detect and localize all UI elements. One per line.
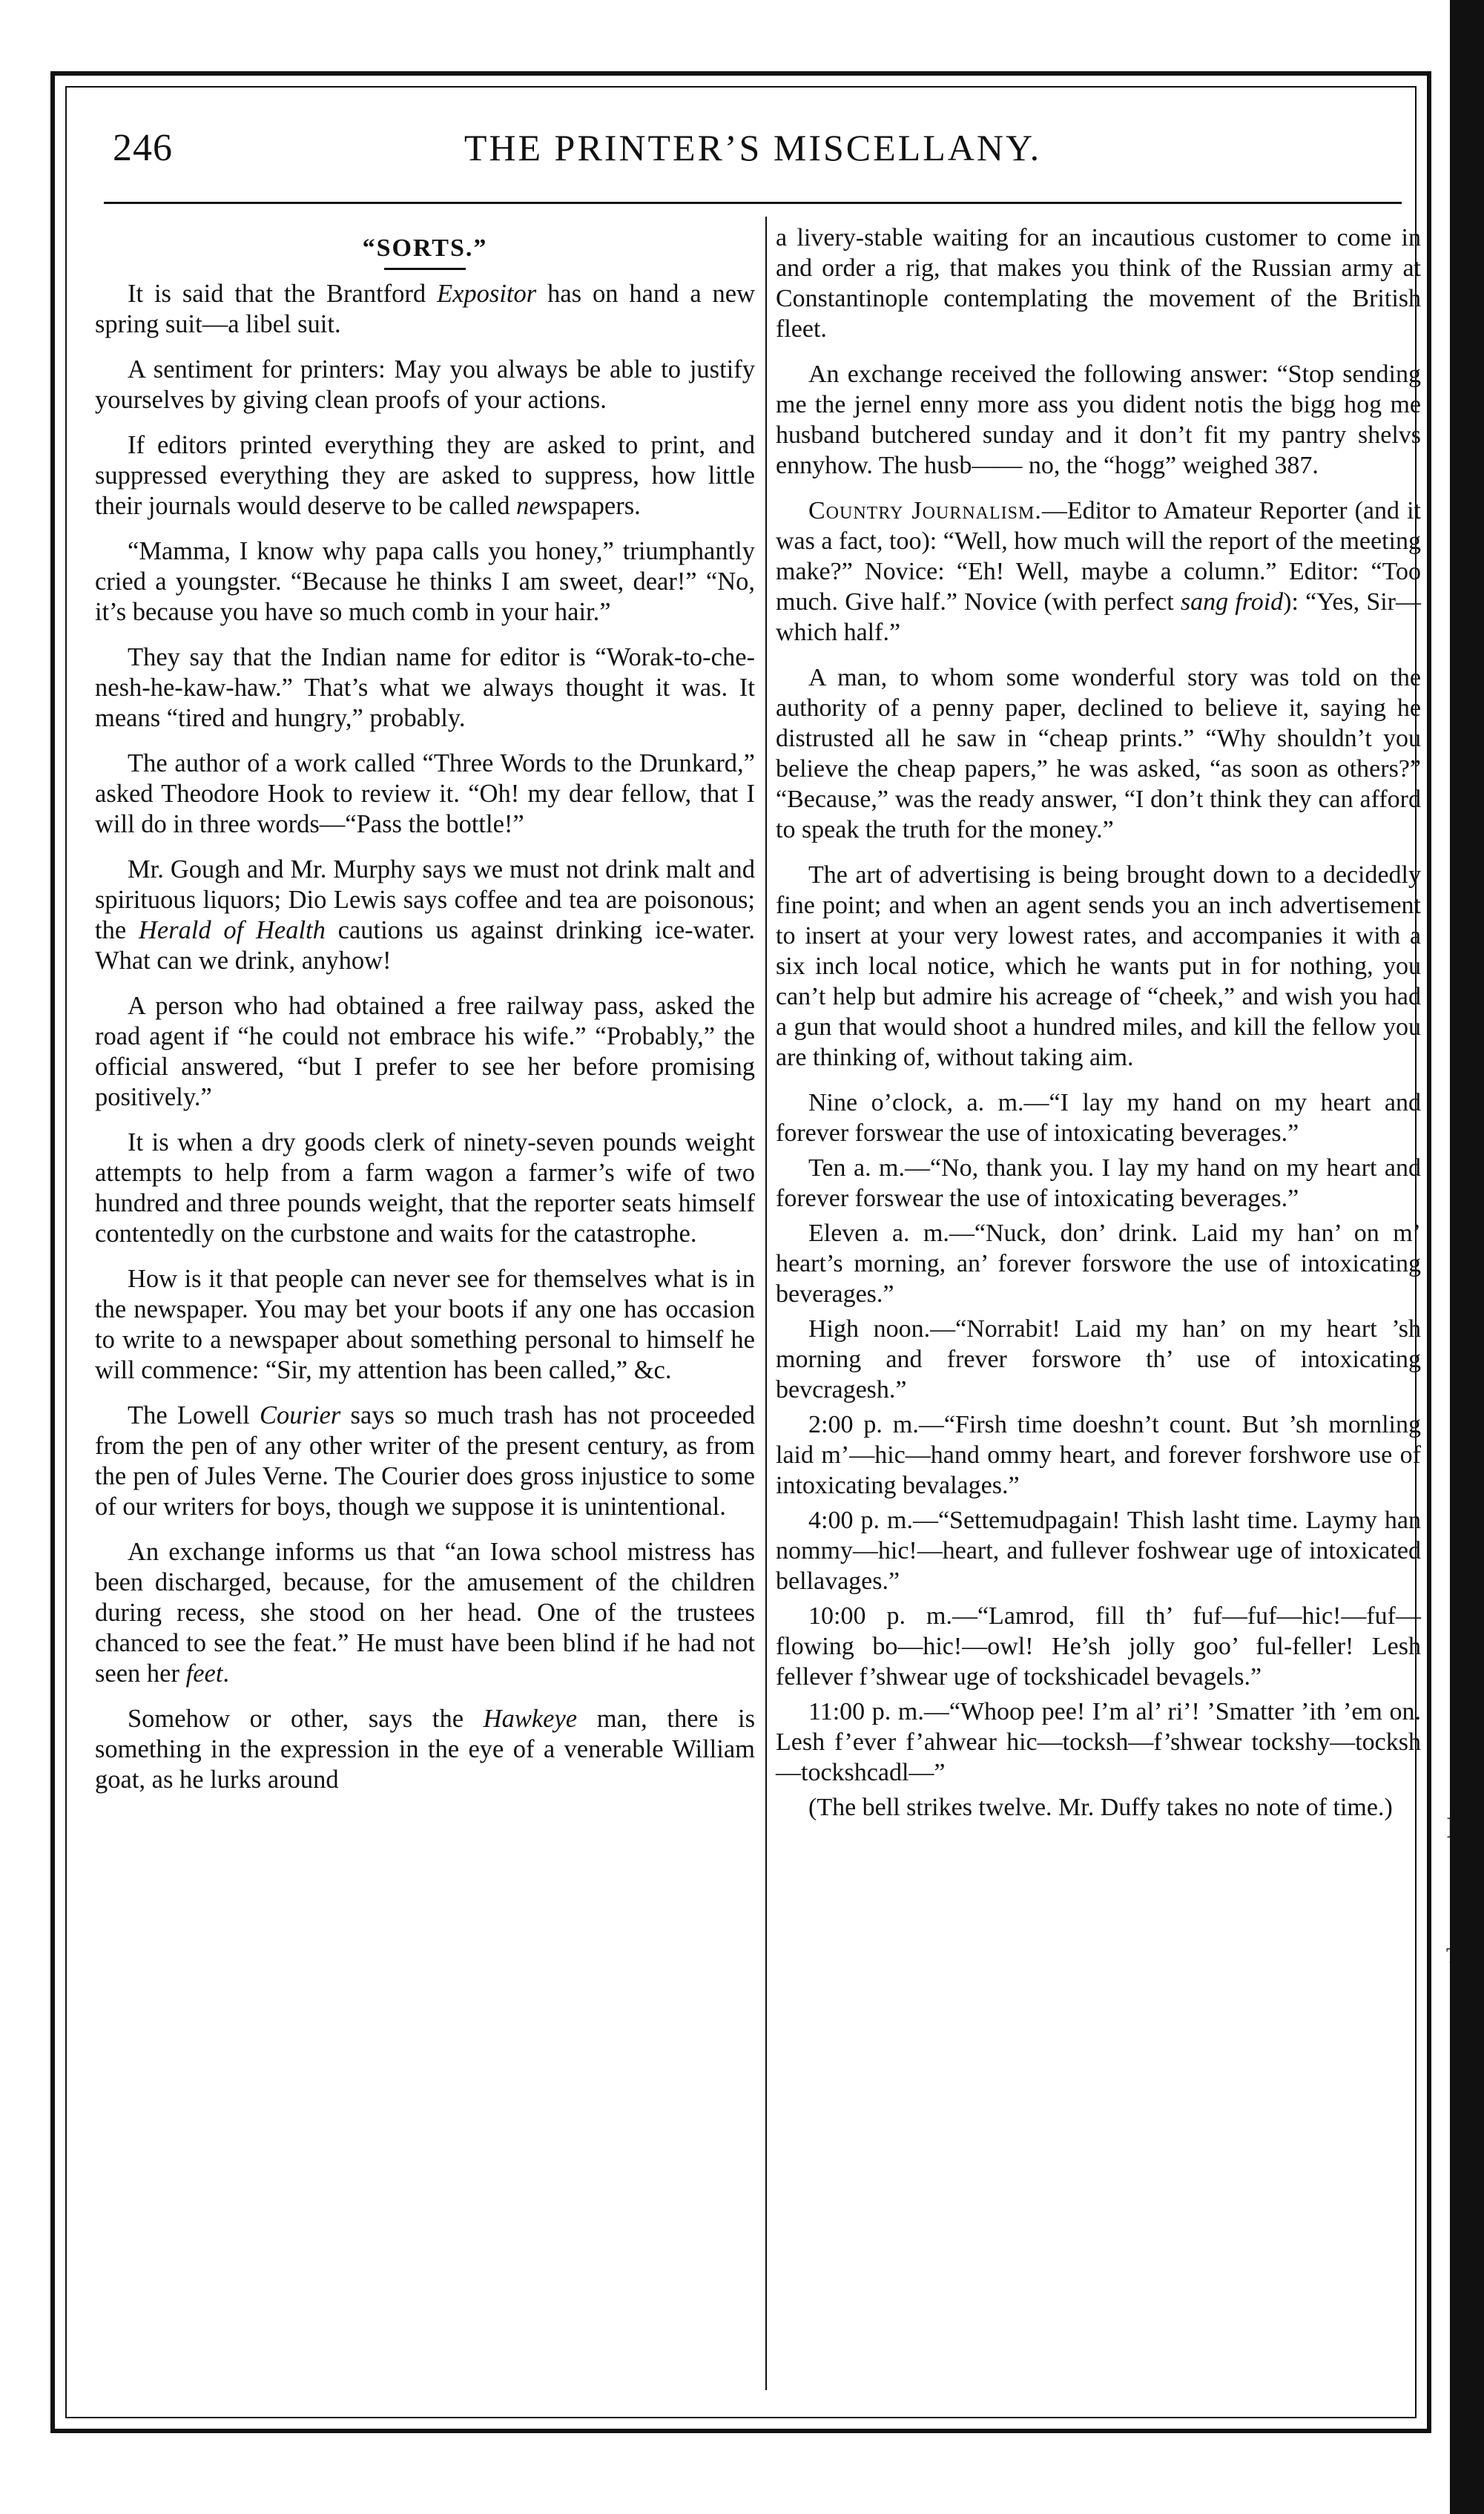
right-paragraph: Eleven a. m.—“Nuck, don’ drink. Laid my han’ on m’ heart’s morning, an’ forever forswore the use of intoxicating beverages.” <box>776 1220 1421 1308</box>
running-header <box>104 126 1402 185</box>
left-paragraph: If editors printed everything they are asked to print, and suppressed everything they are asked to suppress, how little their journals would deserve to be called newspapers. <box>95 431 755 520</box>
left-paragraph: Mr. Gough and Mr. Murphy says we must not drink malt and spirituous liquors; Dio Lewis says coffee and tea are poisonous; the Herald of Health cautions us against drinking ice-water. What can we drink, anyhow! <box>95 855 755 975</box>
page-number: 246 <box>113 127 173 169</box>
left-paragraph: A sentiment for printers: May you always be able to justify yourselves by giving clean proofs of your actions. <box>95 355 755 414</box>
page-title: THE PRINTER’S MISCELLANY. <box>464 127 1042 168</box>
left-paragraph: The Lowell Courier says so much trash has not proceeded from the pen of any other writer of the present century, as from the pen of Jules Verne. The Courier does gross injustice to some of our writers for boys, though we suppose it is unintentional. <box>95 1401 756 1521</box>
right-column <box>776 223 1421 1827</box>
italic-text: sang froid <box>1180 588 1284 616</box>
left-paragraph: A person who had obtained a free railway pass, asked the road agent if “he could not embrace his wife.” “Probably,” the official answered, “but I prefer to see her before promising positively.” <box>95 992 755 1111</box>
right-paragraph: Ten a. m.—“No, thank you. I lay my hand on my heart and forever forswear the use of intoxicating beverages.” <box>776 1154 1421 1212</box>
right-paragraph: (The bell strikes twelve. Mr. Duffy takes no note of time.) <box>808 1794 1393 1821</box>
scan-edge-bar <box>1450 0 1484 2514</box>
right-paragraph: a livery-stable waiting for an incautious customer to come in and order a rig, that makes you think of the Russian army at Constantinople contemplating the movement of the British fleet. <box>776 224 1421 343</box>
italic-text: Herald of Health <box>138 916 326 944</box>
right-paragraph: 4:00 p. m.—“Settemudpagain! Thish lasht time. Laymy han nommy—hic!—heart, and fullever foshwear uge of intoxicated bellavages.” <box>776 1507 1421 1595</box>
left-paragraph: How is it that people can never see for themselves what is in the newspaper. You may bet your boots if any one has occasion to write to a newspaper about something personal to himself he will commence: “Sir, my attention has been called,” &c. <box>95 1265 755 1384</box>
right-paragraph: Nine o’clock, a. m.—“I lay my hand on my heart and forever forswear the use of intoxicating beverages.” <box>776 1089 1421 1147</box>
left-paragraph: It is said that the Brantford Expositor has on hand a new spring suit—a libel suit. <box>95 280 756 338</box>
paragraph-heading: Country Journalism. <box>808 497 1042 524</box>
right-paragraph: 11:00 p. m.—“Whoop pee! I’m al’ ri’! ’Smatter ’ith ’em on. Lesh f’ever f’ahwear hic—tocksh—f’shwear tockshy—tocksh—tockshcadl—” <box>776 1698 1421 1786</box>
italic-text: news <box>516 492 568 520</box>
right-paragraphs <box>776 223 1421 1823</box>
left-paragraph: Somehow or other, says the Hawkeye man, there is something in the expression in the eye of a venerable William goat, as he lurks around <box>95 1705 756 1794</box>
left-paragraph: It is when a dry goods clerk of ninety-seven pounds weight attempts to help from a farm wagon a farmer’s wife of two hundred and three pounds weight, that the reporter seats himself contentedly on the curbstone and waits for the catastrophe. <box>95 1128 755 1248</box>
section-title: “SORTS.” <box>362 234 488 262</box>
edge-fragment: I <box>1446 1811 1457 1844</box>
right-paragraph: A man, to whom some wonderful story was told on the authority of a penny paper, declined to believe it, saying he distrusted all he saw in “cheap prints.” “Why shouldn’t you believe the cheap papers,” he was asked, “as soon as others?” “Because,” was the ready answer, “I don’t think they can afford to speak the truth for the money.” <box>776 664 1421 843</box>
right-paragraph: 2:00 p. m.—“Firsh time doeshn’t count. But ’sh mornling laid m’—hic—hand ommy heart, and forever forshwore use of intoxicating bevalages.” <box>776 1411 1421 1499</box>
edge-fragment: Th <box>1446 1944 1471 1968</box>
left-paragraph: An exchange informs us that “an Iowa school mistress has been discharged, because, for the amusement of the children during recess, she stood on her head. One of the trustees chanced to see the feat.” He must have been blind if he had not seen her feet. <box>95 1538 755 1688</box>
italic-text: feet <box>185 1659 223 1688</box>
right-paragraph: Country Journalism.—Editor to Amateur Reporter (and it was a fact, too): “Well, how much will the report of the meeting make?” Novice: “Eh! Well, maybe a column.” Editor: “Too much. Give half.” Novice (with perfect sang froid): “Yes, Sir—which half.” <box>776 497 1421 646</box>
column-divider <box>765 217 767 2390</box>
italic-text: Expositor <box>437 280 537 308</box>
italic-text: Hawkeye <box>483 1705 578 1733</box>
left-column <box>95 223 755 1810</box>
header-rule <box>104 202 1402 204</box>
section-title-rule <box>384 268 466 270</box>
left-paragraphs <box>95 279 755 1795</box>
italic-text: Courier <box>259 1401 341 1429</box>
left-paragraph: “Mamma, I know why papa calls you honey,” triumphantly cried a youngster. “Because he thinks I am sweet, dear!” “No, it’s because you have so much comb in your hair.” <box>95 537 755 626</box>
right-paragraph: The art of advertising is being brought down to a decidedly fine point; and when an agent sends you an inch advertisement to insert at your very lowest rates, and accompanies it with a six inch local notice, which he wants put in for nothing, you can’t help but admire his acreage of “cheek,” and wish you had a gun that would shoot a hundred miles, and kill the fellow you are thinking of, without taking aim. <box>776 861 1421 1071</box>
right-paragraph: High noon.—“Norrabit! Laid my han’ on my heart ’sh morning and frever forswore th’ use of intoxicating bevcragesh.” <box>776 1315 1421 1404</box>
left-paragraph: The author of a work called “Three Words to the Drunkard,” asked Theodore Hook to review it. “Oh! my dear fellow, that I will do in three words—“Pass the bottle!” <box>95 749 755 838</box>
left-paragraph: They say that the Indian name for editor is “Worak-to-che-nesh-he-kaw-haw.” That’s what we always thought it was. It means “tired and hungry,” probably. <box>95 643 755 732</box>
right-paragraph: 10:00 p. m.—“Lamrod, fill th’ fuf—fuf—hic!—fuf—flowing bo—hic!—owl! He’sh jolly goo’ ful-feller! Lesh fellever f’shwear uge of tockshicadel bevagels.” <box>776 1602 1421 1691</box>
right-paragraph: An exchange received the following answer: “Stop sending me the jernel enny more ass you dident notis the bigg hog me husband butchered sunday and it don’t fit my pantry shelvs ennyhow. The husb—— no, the “hogg” weighed 387. <box>776 361 1421 479</box>
